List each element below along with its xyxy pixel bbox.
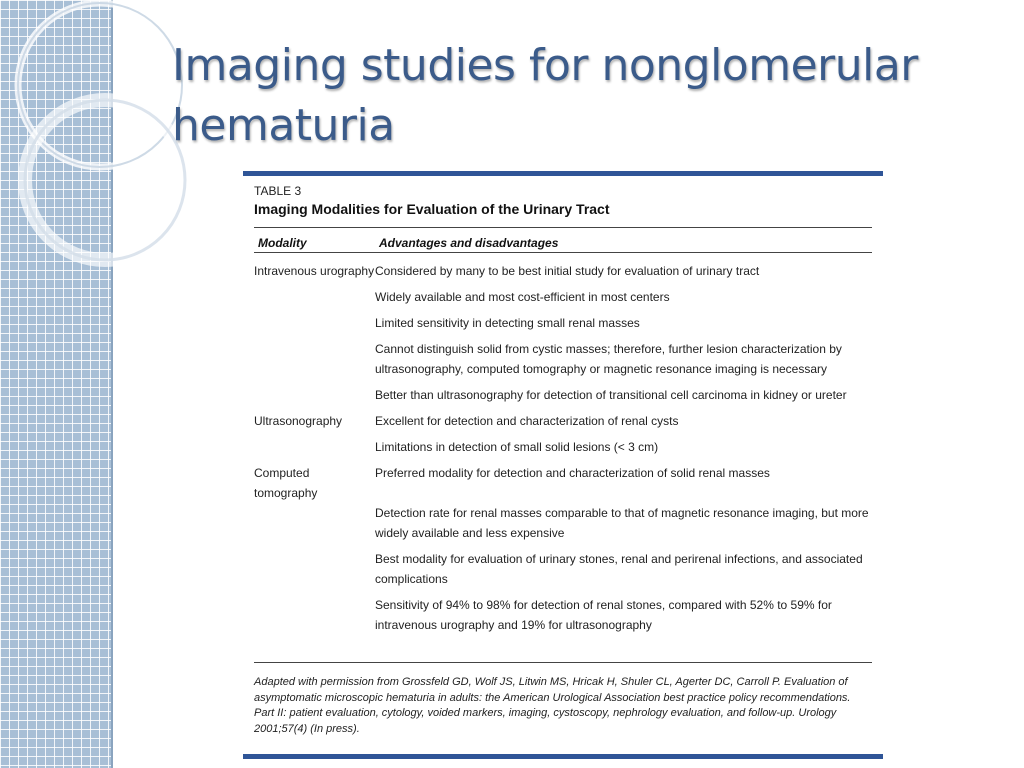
advantage-cell: Preferred modality for detection and characterization of solid renal masses <box>375 466 770 480</box>
decorative-swirl <box>0 0 180 280</box>
advantage-cell: Widely available and most cost-efficient in most centers <box>375 290 670 304</box>
slide-title: Imaging studies for nonglomerular hematuria <box>172 40 918 151</box>
top-blue-rule <box>243 171 883 176</box>
table-row <box>254 261 872 287</box>
modality-cell <box>254 503 375 504</box>
table-caption: Imaging Modalities for Evaluation of the Urinary Tract <box>254 201 610 217</box>
bottom-blue-rule <box>243 754 883 759</box>
modality-cell <box>254 339 375 340</box>
table-row <box>254 339 872 385</box>
table-label: TABLE 3 <box>254 184 302 198</box>
modality-cell <box>254 385 375 386</box>
modality-cell <box>254 437 375 438</box>
modality-cell <box>254 549 375 550</box>
table-figure <box>243 171 883 759</box>
table-row <box>254 385 872 411</box>
modality-cell <box>254 313 375 314</box>
table-row <box>254 313 872 339</box>
footer-divider <box>254 662 872 663</box>
table-row <box>254 437 872 463</box>
advantage-cell: Cannot distinguish solid from cystic masses; therefore, further lesion characterization by ultrasonography, computed tomography or magnetic resonance imaging is necessary <box>375 342 842 376</box>
table-row <box>254 411 872 437</box>
table-row <box>254 287 872 313</box>
advantage-cell: Detection rate for renal masses comparable to that of magnetic resonance imaging, but more widely available and less expensive <box>375 506 869 540</box>
advantage-cell: Sensitivity of 94% to 98% for detection of renal stones, compared with 52% to 59% for intravenous urography and 19% for ultrasonography <box>375 598 832 632</box>
modality-cell <box>254 595 375 596</box>
table-row <box>254 549 872 595</box>
column-header-modality: Modality <box>258 236 307 250</box>
advantage-cell: Considered by many to be best initial study for evaluation of urinary tract <box>375 264 760 278</box>
advantage-cell: Limitations in detection of small solid lesions (< 3 cm) <box>375 440 659 454</box>
modality-cell <box>254 287 375 288</box>
advantage-cell: Limited sensitivity in detecting small renal masses <box>375 316 640 330</box>
table-row <box>254 595 872 641</box>
modality-cell: Intravenous urography <box>254 264 375 278</box>
table-footnote: Adapted with permission from Grossfeld GD, Wolf JS, Litwin MS, Hricak H, Shuler CL, Agerter DC, Carroll P. Evaluation of asymptomatic microscopic hematuria in adults: the American Urological Association best practice policy recommendations. Part II: patient evaluation, cytology, voided markers, imaging, cystoscopy, nephrology evaluation, and follow-up. Urology 2001;57(4) (In press). <box>254 676 851 735</box>
advantage-cell: Better than ultrasonography for detection of transitional cell carcinoma in kidney or ureter <box>375 388 847 402</box>
modality-cell: Ultrasonography <box>254 414 343 428</box>
modality-cell: Computed tomography <box>254 466 318 500</box>
caption-divider <box>254 227 872 228</box>
advantage-cell: Excellent for detection and characterization of renal cysts <box>375 414 679 428</box>
column-header-advantages: Advantages and disadvantages <box>379 236 559 250</box>
table-row <box>254 503 872 549</box>
table-body <box>254 261 872 641</box>
table-row <box>254 463 872 503</box>
header-divider <box>254 252 872 253</box>
advantage-cell: Best modality for evaluation of urinary stones, renal and perirenal infections, and associated complications <box>375 552 863 586</box>
